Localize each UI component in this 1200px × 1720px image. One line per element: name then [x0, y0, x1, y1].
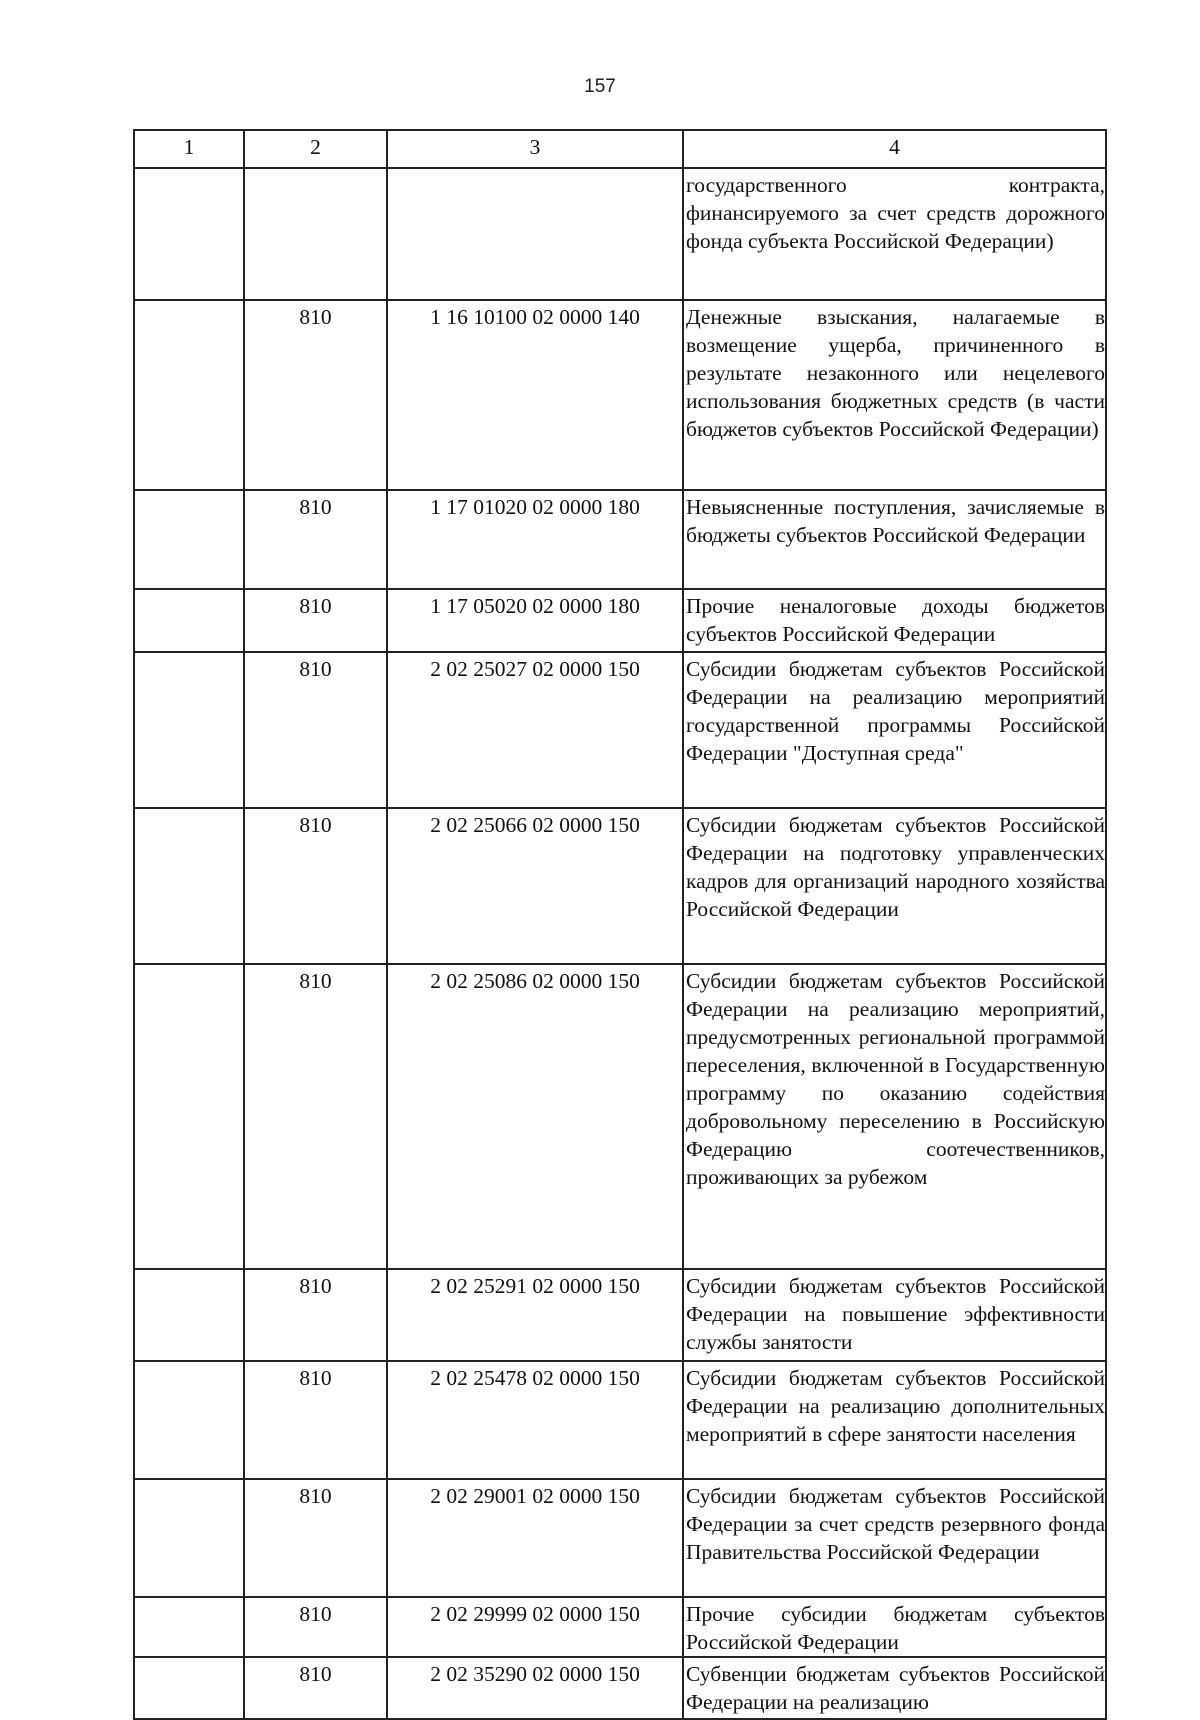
budget-code-cell: 2 02 25066 02 0000 150 [387, 808, 683, 964]
description-cell: Субсидии бюджетам субъектов Российской Федерации на подготовку управленческих кадров для организаций народного хозяйства Российской Федерации [683, 808, 1106, 964]
table-row [134, 1657, 1106, 1719]
table-row [134, 808, 1106, 964]
budget-code-cell: 1 16 10100 02 0000 140 [387, 300, 683, 490]
budget-code-cell: 1 17 05020 02 0000 180 [387, 589, 683, 652]
row-number-cell [134, 1269, 244, 1361]
description-cell: Прочие неналоговые доходы бюджетов субъектов Российской Федерации [683, 589, 1106, 652]
row-number-cell [134, 1479, 244, 1597]
budget-code-cell: 2 02 25086 02 0000 150 [387, 964, 683, 1269]
row-number-cell [134, 652, 244, 808]
admin-code-cell: 810 [244, 1269, 387, 1361]
description-cell: Субсидии бюджетам субъектов Российской Федерации на реализацию мероприятий государственной программы Российской Федерации "Доступная среда" [683, 652, 1106, 808]
table-row [134, 1361, 1106, 1479]
budget-code-cell: 2 02 25291 02 0000 150 [387, 1269, 683, 1361]
admin-code-cell: 810 [244, 1597, 387, 1657]
description-cell: Субсидии бюджетам субъектов Российской Федерации на повышение эффективности службы занятости [683, 1269, 1106, 1361]
header-row [134, 130, 1106, 168]
admin-code-cell: 810 [244, 300, 387, 490]
table-row [134, 168, 1106, 300]
row-number-cell [134, 300, 244, 490]
table-header [134, 130, 1106, 168]
budget-code-cell: 1 17 01020 02 0000 180 [387, 490, 683, 589]
admin-code-cell [244, 168, 387, 300]
row-number-cell [134, 589, 244, 652]
budget-code-cell: 2 02 29999 02 0000 150 [387, 1597, 683, 1657]
header-col-2: 2 [244, 130, 387, 168]
row-number-cell [134, 1597, 244, 1657]
header-col-4: 4 [683, 130, 1106, 168]
admin-code-cell: 810 [244, 652, 387, 808]
description-cell: Денежные взыскания, налагаемые в возмещение ущерба, причиненного в результате незаконного или нецелевого использования бюджетных средств (в части бюджетов субъектов Российской Федерации) [683, 300, 1106, 490]
budget-code-cell: 2 02 25027 02 0000 150 [387, 652, 683, 808]
table-row [134, 652, 1106, 808]
row-number-cell [134, 168, 244, 300]
header-col-1: 1 [134, 130, 244, 168]
description-cell: Субсидии бюджетам субъектов Российской Федерации за счет средств резервного фонда Правительства Российской Федерации [683, 1479, 1106, 1597]
budget-code-cell [387, 168, 683, 300]
row-number-cell [134, 808, 244, 964]
budget-code-cell: 2 02 25478 02 0000 150 [387, 1361, 683, 1479]
description-cell: государственного контракта, финансируемого за счет средств дорожного фонда субъекта Российской Федерации) [683, 168, 1106, 300]
row-number-cell [134, 490, 244, 589]
row-number-cell [134, 964, 244, 1269]
table-row [134, 1269, 1106, 1361]
table-row [134, 490, 1106, 589]
admin-code-cell: 810 [244, 490, 387, 589]
description-cell: Субсидии бюджетам субъектов Российской Федерации на реализацию дополнительных мероприятий в сфере занятости населения [683, 1361, 1106, 1479]
description-cell: Субвенции бюджетам субъектов Российской Федерации на реализацию [683, 1657, 1106, 1719]
page-number: 157 [584, 76, 616, 97]
row-number-cell [134, 1361, 244, 1479]
budget-code-cell: 2 02 29001 02 0000 150 [387, 1479, 683, 1597]
description-cell: Субсидии бюджетам субъектов Российской Федерации на реализацию мероприятий, предусмотренных региональной программой переселения, включенной в Государственную программу по оказанию содействия добровольному переселению в Российскую Федерацию соотечественников, проживающих за рубежом [683, 964, 1106, 1269]
admin-code-cell: 810 [244, 1657, 387, 1719]
row-number-cell [134, 1657, 244, 1719]
admin-code-cell: 810 [244, 589, 387, 652]
table-row [134, 964, 1106, 1269]
table-row [134, 589, 1106, 652]
budget-codes-table [133, 129, 1107, 1720]
table-row [134, 300, 1106, 490]
header-col-3: 3 [387, 130, 683, 168]
admin-code-cell: 810 [244, 1479, 387, 1597]
table-body [134, 168, 1106, 1719]
admin-code-cell: 810 [244, 964, 387, 1269]
description-cell: Невыясненные поступления, зачисляемые в бюджеты субъектов Российской Федерации [683, 490, 1106, 589]
budget-code-cell: 2 02 35290 02 0000 150 [387, 1657, 683, 1719]
description-cell: Прочие субсидии бюджетам субъектов Российской Федерации [683, 1597, 1106, 1657]
admin-code-cell: 810 [244, 808, 387, 964]
table-row [134, 1479, 1106, 1597]
admin-code-cell: 810 [244, 1361, 387, 1479]
table-row [134, 1597, 1106, 1657]
